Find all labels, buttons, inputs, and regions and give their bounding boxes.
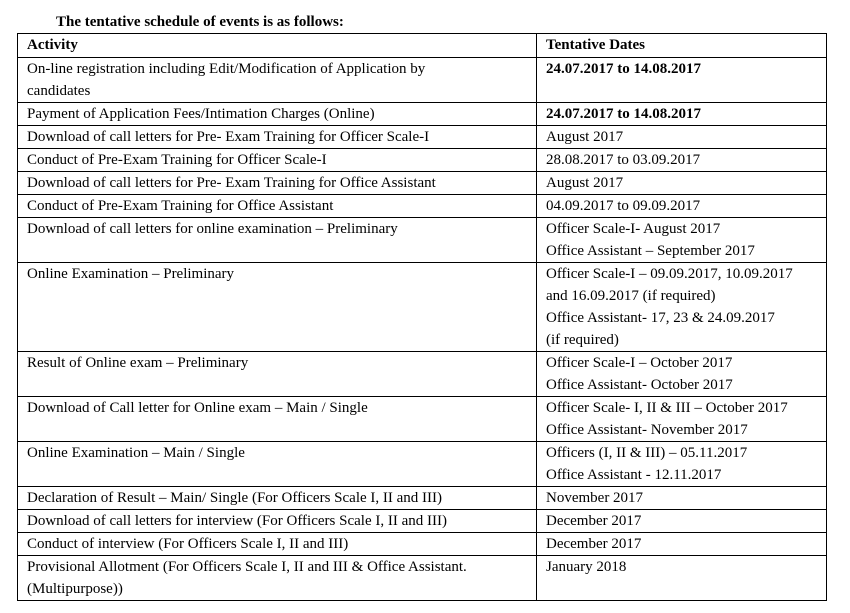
- tentative-date-text: Officer Scale-I- August 2017: [546, 221, 721, 237]
- activity-text: Download of call letters for Pre- Exam Training for Office Assistant: [27, 175, 436, 191]
- activity-cell: [18, 149, 537, 172]
- table-header-row: [18, 34, 827, 58]
- tentative-date-cell: [537, 172, 827, 195]
- activity-cell: [18, 487, 537, 510]
- activity-text: candidates: [27, 83, 91, 99]
- tentative-date-text: 28.08.2017 to 03.09.2017: [546, 152, 701, 168]
- tentative-date-cell: [537, 556, 827, 601]
- tentative-date-text: December 2017: [546, 513, 642, 529]
- table-row: [18, 397, 827, 442]
- schedule-heading: The tentative schedule of events is as follows:: [56, 14, 344, 30]
- activity-text: Download of call letters for interview (For Officers Scale I, II and III): [27, 513, 447, 529]
- activity-text: Download of call letters for online examination – Preliminary: [27, 221, 398, 237]
- table-row: [18, 103, 827, 126]
- tentative-date-text: Officer Scale- I, II & III – October 2017: [546, 400, 788, 416]
- table-row: [18, 172, 827, 195]
- activity-text: Provisional Allotment (For Officers Scale I, II and III & Office Assistant.: [27, 559, 467, 575]
- tentative-date-cell: [537, 195, 827, 218]
- tentative-date-cell: [537, 263, 827, 352]
- activity-cell: [18, 397, 537, 442]
- dates-column-header: Tentative Dates: [537, 34, 827, 58]
- activity-text: Online Examination – Preliminary: [27, 266, 235, 282]
- tentative-date-text: August 2017: [546, 175, 624, 191]
- table-row: [18, 533, 827, 556]
- activity-cell: [18, 58, 537, 103]
- tentative-date-text: November 2017: [546, 490, 644, 506]
- tentative-date-text: and 16.09.2017 (if required): [546, 288, 716, 304]
- activity-text: Result of Online exam – Preliminary: [27, 355, 249, 371]
- table-row: [18, 126, 827, 149]
- activity-text: Download of call letters for Pre- Exam Training for Officer Scale-I: [27, 129, 430, 145]
- table-row: [18, 263, 827, 352]
- table-row: [18, 218, 827, 263]
- table-row: [18, 352, 827, 397]
- tentative-date-text: January 2018: [546, 559, 627, 575]
- activity-text: Payment of Application Fees/Intimation Charges (Online): [27, 106, 375, 122]
- activity-cell: [18, 510, 537, 533]
- activity-cell: [18, 103, 537, 126]
- tentative-date-text: 24.07.2017 to 14.08.2017: [546, 106, 701, 122]
- tentative-date-cell: [537, 126, 827, 149]
- tentative-date-cell: [537, 487, 827, 510]
- table-row: [18, 195, 827, 218]
- tentative-date-text: Office Assistant- November 2017: [546, 422, 748, 438]
- activity-text: Online Examination – Main / Single: [27, 445, 245, 461]
- tentative-date-cell: [537, 397, 827, 442]
- table-row: [18, 487, 827, 510]
- table-row: [18, 556, 827, 601]
- tentative-date-text: Officer Scale-I – October 2017: [546, 355, 733, 371]
- activity-cell: [18, 556, 537, 601]
- activity-cell: [18, 352, 537, 397]
- tentative-date-text: Officers (I, II & III) – 05.11.2017: [546, 445, 748, 461]
- tentative-date-text: 24.07.2017 to 14.08.2017: [546, 61, 701, 77]
- tentative-date-text: Officer Scale-I – 09.09.2017, 10.09.2017: [546, 266, 793, 282]
- activity-column-header: Activity: [18, 34, 537, 58]
- activity-cell: [18, 172, 537, 195]
- activity-text: On-line registration including Edit/Modification of Application by: [27, 61, 426, 77]
- tentative-date-cell: [537, 103, 827, 126]
- schedule-table: [17, 33, 827, 601]
- tentative-date-cell: [537, 533, 827, 556]
- tentative-date-text: Office Assistant – September 2017: [546, 243, 755, 259]
- tentative-date-text: Office Assistant- October 2017: [546, 377, 733, 393]
- activity-text: Conduct of Pre-Exam Training for Office Assistant: [27, 198, 334, 214]
- tentative-date-text: Office Assistant - 12.11.2017: [546, 467, 722, 483]
- tentative-date-cell: [537, 218, 827, 263]
- activity-cell: [18, 263, 537, 352]
- tentative-date-text: August 2017: [546, 129, 624, 145]
- activity-text: Download of Call letter for Online exam – Main / Single: [27, 400, 368, 416]
- tentative-date-cell: [537, 510, 827, 533]
- tentative-date-text: Office Assistant- 17, 23 & 24.09.2017: [546, 310, 775, 326]
- activity-cell: [18, 533, 537, 556]
- activity-cell: [18, 195, 537, 218]
- table-row: [18, 58, 827, 103]
- activity-cell: [18, 442, 537, 487]
- table-row: [18, 442, 827, 487]
- activity-text: (Multipurpose)): [27, 581, 123, 597]
- tentative-date-cell: [537, 58, 827, 103]
- table-row: [18, 510, 827, 533]
- tentative-date-cell: [537, 352, 827, 397]
- tentative-date-text: December 2017: [546, 536, 642, 552]
- tentative-date-text: (if required): [546, 332, 619, 348]
- tentative-date-cell: [537, 149, 827, 172]
- activity-text: Conduct of interview (For Officers Scale I, II and III): [27, 536, 349, 552]
- activity-text: Conduct of Pre-Exam Training for Officer Scale-I: [27, 152, 327, 168]
- tentative-date-text: 04.09.2017 to 09.09.2017: [546, 198, 701, 214]
- schedule-table-body: [18, 58, 827, 601]
- activity-cell: [18, 218, 537, 263]
- activity-cell: [18, 126, 537, 149]
- table-row: [18, 149, 827, 172]
- activity-text: Declaration of Result – Main/ Single (For Officers Scale I, II and III): [27, 490, 443, 506]
- tentative-date-cell: [537, 442, 827, 487]
